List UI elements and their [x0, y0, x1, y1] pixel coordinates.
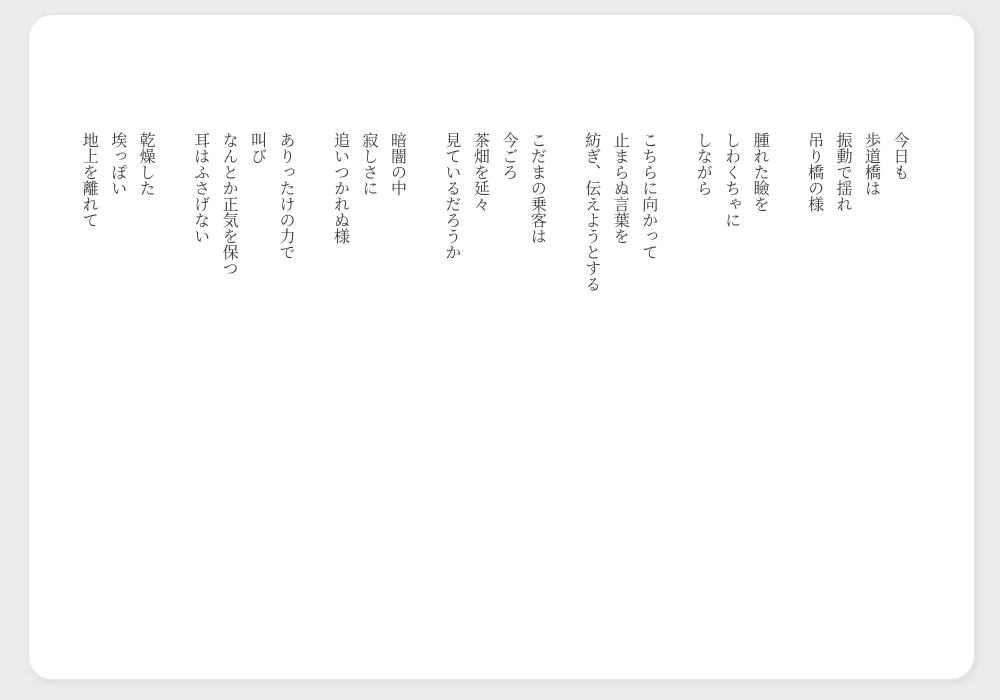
poem-line: 今ごろ [499, 132, 519, 180]
poem-line: 追いつかれぬ様 [331, 132, 351, 244]
poem-line: 止まらぬ言葉を [611, 132, 631, 244]
stanza-2 [689, 132, 774, 292]
poem-line: 寂しさに [359, 132, 379, 196]
poem [75, 132, 914, 292]
poem-line: 紡ぎ、伝えようとする [582, 132, 602, 292]
stanza-4 [437, 132, 551, 292]
poem-line: 地上を離れて [80, 132, 100, 228]
stanza-7 [75, 132, 160, 292]
stanza-6 [186, 132, 300, 292]
poem-line: こだまの乗客は [528, 132, 548, 244]
poem-line: 茶畑を延々 [471, 132, 491, 212]
stanza-1 [800, 132, 914, 292]
poem-line: こちらに向かって [639, 132, 659, 260]
poem-line: しわくちゃに [722, 132, 742, 228]
poem-line: しながら [694, 132, 714, 196]
poem-line: 埃っぽい [108, 132, 128, 196]
poem-line: 乾燥した [137, 132, 157, 196]
poem-line: 耳はふさげない [191, 132, 211, 244]
poem-line: なんとか正気を保つ [220, 132, 240, 276]
stanza-3 [577, 132, 662, 292]
poem-line: 今日も [891, 132, 910, 180]
poem-line: 叫び [248, 132, 268, 164]
stanza-5 [326, 132, 411, 292]
poem-line: ありったけの力で [277, 132, 297, 260]
poem-card [28, 14, 975, 680]
poem-line: 歩道橋は [862, 132, 882, 196]
poem-line: 吊り橋の様 [805, 132, 825, 212]
poem-line: 見ているだろうか [442, 132, 462, 260]
poem-line: 腫れた瞼を [751, 132, 771, 212]
poem-line: 振動で揺れ [834, 132, 854, 212]
poem-line: 暗闇の中 [388, 132, 408, 196]
